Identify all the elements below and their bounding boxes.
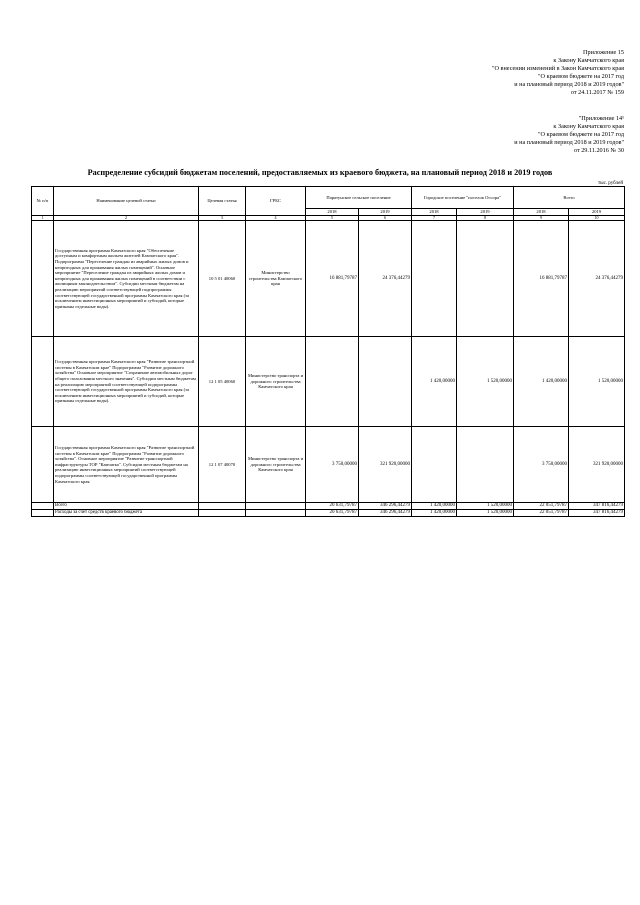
total-empty-cell — [199, 503, 246, 510]
year-header: 2018 — [412, 209, 457, 216]
row-num — [32, 221, 54, 337]
subsidy-table — [31, 186, 625, 517]
row-code: 12 1 07 40070 — [199, 427, 246, 503]
row-value: 321 920,00000 — [359, 427, 412, 503]
regional-total-value: 1 420,00000 — [412, 510, 457, 517]
row-total-value: 16 881,79787 — [514, 221, 569, 337]
document-title: Распределение субсидий бюджетам поселений, предоставляемых из краевого бюджета, на плановый период 2018 и 2019 годов — [87, 168, 553, 177]
regional-total-label: Расходы за счет средств краевого бюджета — [54, 510, 199, 517]
total-empty-cell — [246, 503, 306, 510]
header-line: "Приложение 14¹ — [578, 115, 624, 122]
header-line: "О краевом бюджете на 2017 год — [538, 73, 624, 80]
col-header-paratunka: Паратунское сельское поселение — [306, 187, 412, 209]
year-header: 2019 — [457, 209, 514, 216]
row-name: Государственная программа Камчатского края "Обеспечение доступным и комфортным жильем жителей Камчатского края". Подпрограмма "Переселение граждан из аварийных жилых домов и непригодных для проживания жилых помещений". Основное мероприятие "Переселение граждан из аварийных жилых домов и непригодных для проживания жилых помещений в соответствии с жилищным законодательством". Субсидии местным бюджетам на реализацию мероприятий соответствующей подпрограммы соответствующей государственной программы Камчатского края (за исключением инвестиционных мероприятий и субсидий, которые признаны отдельные воды). — [54, 221, 199, 337]
header-line: от 29.11.2016 № 30 — [573, 147, 624, 154]
total-value: 20 631,79787 — [306, 503, 359, 510]
row-code: 10 5 01 40060 — [199, 221, 246, 337]
header-line: к Закону Камчатского края — [553, 57, 624, 64]
col-header-code: Целевая статья — [199, 187, 246, 216]
column-number: 7 — [412, 215, 457, 221]
row-name: Государственная программа Камчатского края "Развитие транспортной системы в Камчатском крае" Подпрограмма "Развитие дорожного хозяйства" Основное мероприятие "Сохранение автомобильных дорог общего пользования местного значения". Субсидии местным бюджетам на реализацию мероприятий соответствующей подпрограммы соответствующей государственной программы Камчатского края (за исключением инвестиционных мероприятий и субсидий, которые признаны отдельные воды). — [54, 337, 199, 427]
column-number: 10 — [569, 215, 625, 221]
column-number: 4 — [246, 215, 306, 221]
col-header-total: Всего — [514, 187, 625, 209]
col-header-grbs: ГРБС — [246, 187, 306, 216]
total-empty-cell — [199, 510, 246, 517]
col-header-name: Наименование целевой статьи — [54, 187, 199, 216]
row-grbs: Министерство транспорта и дорожного строительства Камчатского края — [246, 337, 306, 427]
row-value — [457, 427, 514, 503]
units-label: тыс. рублей — [598, 181, 623, 186]
row-value — [306, 337, 359, 427]
total-row — [32, 503, 625, 510]
row-total-value: 1 520,00000 — [569, 337, 625, 427]
column-number: 1 — [32, 215, 54, 221]
header-line: Приложение 15 — [583, 49, 624, 56]
row-total-value: 1 420,00000 — [514, 337, 569, 427]
header-line: и на плановый период 2018 и 2019 годов" — [514, 139, 624, 146]
column-number: 9 — [514, 215, 569, 221]
row-value: 3 750,00000 — [306, 427, 359, 503]
table-header-row — [32, 187, 625, 209]
row-value: 16 881,79787 — [306, 221, 359, 337]
appendix-header — [492, 49, 624, 97]
row-code: 12 1 05 40060 — [199, 337, 246, 427]
regional-total-value: 1 520,00000 — [457, 510, 514, 517]
row-grbs: Министерство транспорта и дорожного строительства Камчатского края — [246, 427, 306, 503]
regional-total-value: 22 051,79787 — [514, 510, 569, 517]
row-name: Государственная программа Камчатского края "Развитие транспортной системы в Камчатском крае" Подпрограмма "Развитие дорожного хозяйства". Основное мероприятие "Развитие транспортной инфраструктуры ТОР "Камчатка". Субсидии местным бюджетам на реализацию инвестиционных мероприятий соответствующей подпрограммы соответствующей государственной программы Камчатского края — [54, 427, 199, 503]
column-number: 2 — [54, 215, 199, 221]
column-number: 5 — [306, 215, 359, 221]
col-header-ossora: Городское поселение "поселок Оссора" — [412, 187, 514, 209]
row-value — [412, 427, 457, 503]
column-number: 6 — [359, 215, 412, 221]
regional-total-row — [32, 510, 625, 517]
total-label: Всего — [54, 503, 199, 510]
row-value — [412, 221, 457, 337]
year-header: 2018 — [514, 209, 569, 216]
row-grbs: Министерство строительства Камчатского края — [246, 221, 306, 337]
header-line: от 24.11.2017 № 159 — [570, 89, 624, 96]
total-empty-cell — [246, 510, 306, 517]
total-value: 1 420,00000 — [412, 503, 457, 510]
column-number: 3 — [199, 215, 246, 221]
year-header: 2018 — [306, 209, 359, 216]
row-value — [359, 337, 412, 427]
regional-total-value: 347 816,44279 — [569, 510, 625, 517]
original-appendix-header — [514, 115, 624, 155]
header-line: и на плановый период 2018 и 2019 годов" — [514, 81, 624, 88]
regional-total-value: 20 631,79787 — [306, 510, 359, 517]
total-num-cell — [32, 510, 54, 517]
column-number: 8 — [457, 215, 514, 221]
total-value: 347 816,44279 — [569, 503, 625, 510]
table-row — [32, 221, 625, 337]
total-value: 1 520,00000 — [457, 503, 514, 510]
row-total-value: 24 376,44279 — [569, 221, 625, 337]
row-value: 1 520,00000 — [457, 337, 514, 427]
year-header: 2019 — [569, 209, 625, 216]
regional-total-value: 346 296,44279 — [359, 510, 412, 517]
row-value — [457, 221, 514, 337]
total-value: 22 051,79787 — [514, 503, 569, 510]
row-total-value: 3 750,00000 — [514, 427, 569, 503]
year-header: 2019 — [359, 209, 412, 216]
total-value: 346 296,44279 — [359, 503, 412, 510]
header-line: "О краевом бюджете на 2017 год — [538, 131, 624, 138]
row-num — [32, 427, 54, 503]
col-header-num: № п/п — [32, 187, 54, 216]
header-line: к Закону Камчатского края — [553, 123, 624, 130]
total-num-cell — [32, 503, 54, 510]
row-total-value: 321 920,00000 — [569, 427, 625, 503]
table-row — [32, 427, 625, 503]
row-value: 24 376,44279 — [359, 221, 412, 337]
header-line: "О внесении изменений в Закон Камчатского края — [492, 65, 624, 72]
table-row — [32, 337, 625, 427]
row-value: 1 420,00000 — [412, 337, 457, 427]
row-num — [32, 337, 54, 427]
